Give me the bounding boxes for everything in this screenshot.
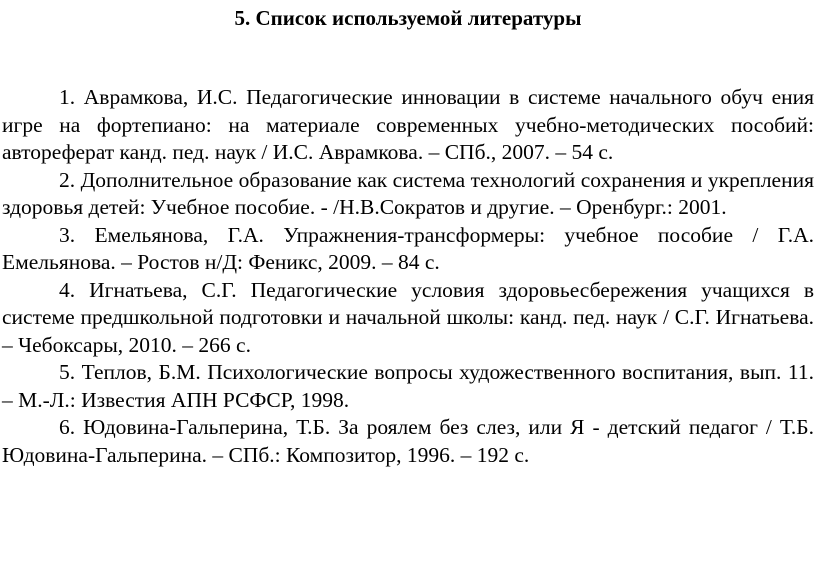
reference-item <box>2 84 814 167</box>
reference-text: Юдовина-Гальперина, Т.Б. За роялем без слез, или Я - детский педагог / Т.Б. Юдовина-Гальперина. – СПб.: Композитор, 1996. – 192 с. <box>2 415 814 467</box>
reference-item <box>2 222 814 277</box>
reference-number: 4. <box>59 277 76 302</box>
reference-item <box>2 167 814 222</box>
reference-text: Аврамкова, И.С. Педагогические инновации в системе начального обуч ения игре на фортепиано: на материале современных учебно-методических пособий: автореферат канд. пед. наук / И.С. Аврамкова. – СПб., 2007. – 54 с. <box>2 85 815 164</box>
reference-item <box>2 414 814 469</box>
page-title: 5. Список используемой литературы <box>234 6 582 30</box>
reference-text: Игнатьева, С.Г. Педагогические условия здоровьесбережения учащихся в системе предшкольной подготовки и начальной школы: канд. пед. наук / С.Г. Игнатьева. – Чебоксары, 2010. – 266 с. <box>2 277 815 357</box>
reference-item <box>2 359 814 414</box>
reference-number: 3. <box>59 222 76 247</box>
reference-text: Дополнительное образование как система технологий сохранения и укрепления здоровья детей: Учебное пособие. - /Н.В.Сократов и другие. – Оренбург.: 2001. <box>2 167 815 219</box>
reference-item <box>2 277 814 360</box>
reference-number: 2. <box>59 167 76 192</box>
reference-list <box>2 84 814 469</box>
reference-number: 1. <box>59 85 76 109</box>
reference-number: 6. <box>59 415 76 439</box>
reference-text: Теплов, Б.М. Психологические вопросы художественного воспитания, вып. 11. – М.-Л.: Известия АПН РСФСР, 1998. <box>2 360 814 412</box>
reference-number: 5. <box>59 360 76 384</box>
reference-text: Емельянова, Г.А. Упражнения-трансформеры: учебное пособие / Г.А. Емельянова. – Ростов н/Д: Феникс, 2009. – 84 с. <box>2 222 814 274</box>
